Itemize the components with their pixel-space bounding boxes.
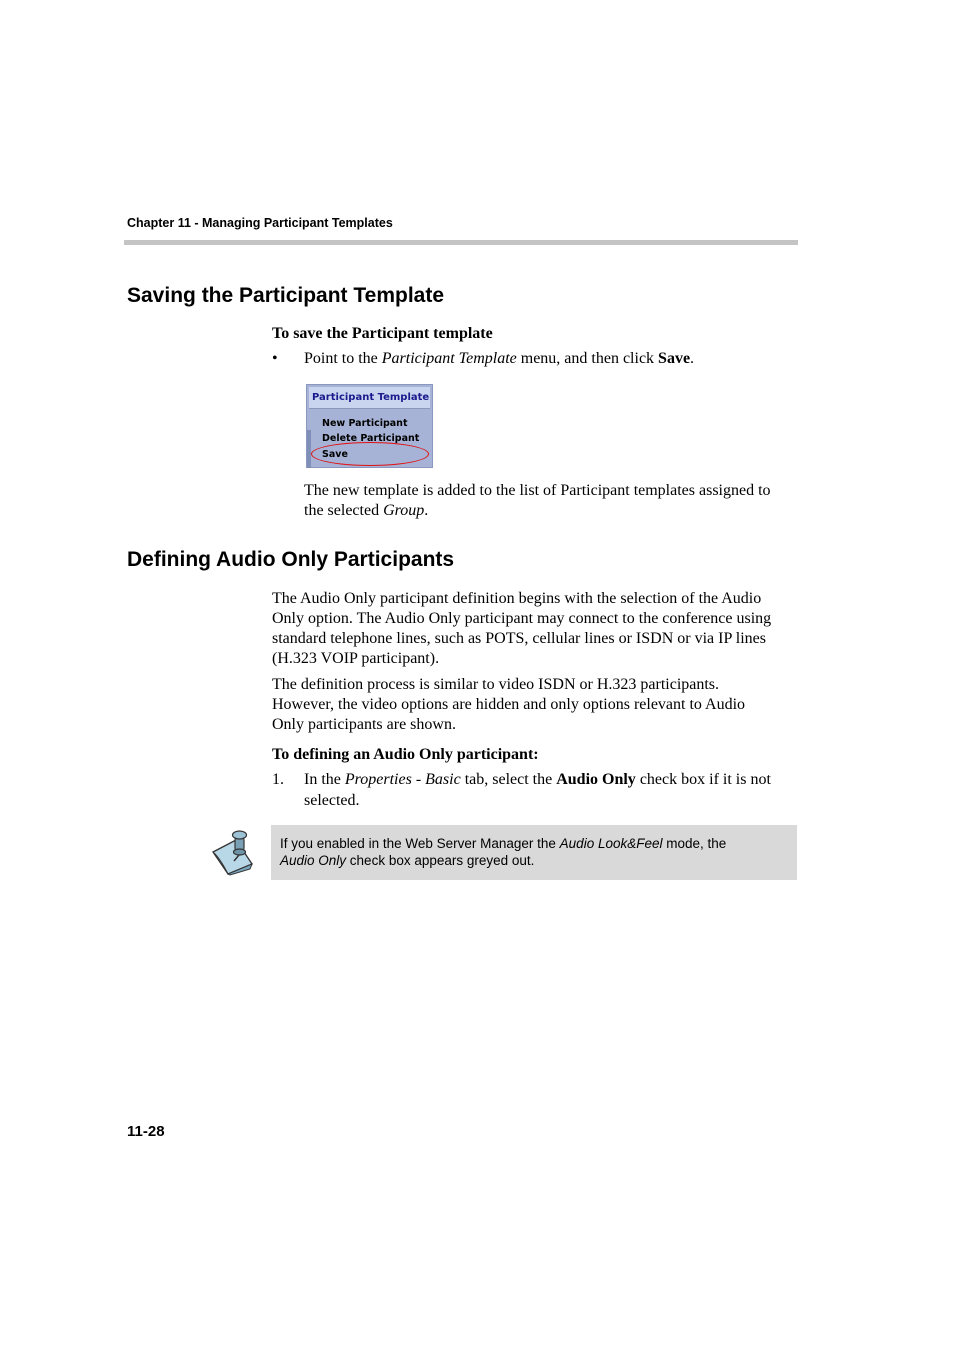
after-save-end: . [424,502,429,519]
save-step-action: Save [658,350,691,367]
after-save-group: Group [383,502,425,519]
chapter-header: Chapter 11 - Managing Participant Templates [127,216,393,230]
menu-title[interactable]: Participant Template [309,387,430,409]
save-step-end: . [690,350,695,367]
header-rule [124,240,798,245]
definition-line: Only participants are shown. [272,716,456,733]
menu-item-delete-participant[interactable]: Delete Participant [322,433,420,444]
section-title-saving: Saving the Participant Template [127,284,445,307]
definition-line: The definition process is similar to video ISDN or H.323 participants. [272,676,720,693]
note-checkbox-name: Audio Only [280,853,347,868]
note-pin-icon [210,828,256,876]
audio-step-line2: selected. [304,792,360,809]
save-step-prefix: Point to the [304,350,382,367]
note-line1-prefix: If you enabled in the Web Server Manager the [280,836,560,851]
note-line1 [280,835,790,852]
section-title-audio-only: Defining Audio Only Participants [127,548,455,571]
audio-intro-paragraph [272,589,771,669]
page-number: 11-28 [127,1123,165,1140]
save-step-mid: menu, and then click [516,350,659,367]
definition-process-paragraph [272,675,745,735]
menu-left-edge [307,430,311,468]
menu-item-new-participant[interactable]: New Participant [322,418,408,429]
audio-step-end: check box if it is not [635,771,771,788]
after-save-prefix: the selected [304,502,384,519]
definition-line: However, the video options are hidden and only options relevant to Audio [272,696,746,713]
audio-intro-line: The Audio Only participant definition begins with the selection of the Audio [272,590,762,607]
audio-step-line1 [304,770,771,790]
note-text [280,835,790,869]
highlight-circle [311,442,429,466]
audio-step-mid: tab, select the [460,771,557,788]
save-step [304,349,694,369]
note-mode-name: Audio Look&Feel [559,836,663,851]
step-number: 1. [272,771,284,788]
bullet: • [272,350,278,367]
note-line1-end: mode, the [662,836,727,851]
menu-item-save[interactable]: Save [322,449,348,460]
audio-intro-line: (H.323 VOIP participant). [272,650,440,667]
participant-template-menu-screenshot [306,384,433,468]
note-box [271,825,797,880]
audio-intro-line: standard telephone lines, such as POTS, cellular lines or ISDN or via IP lines [272,630,766,647]
audio-step-tab-name: Properties - Basic [344,771,461,788]
save-step-menu-name: Participant Template [381,350,517,367]
note-line2-end: check box appears greyed out. [346,853,535,868]
note-line2 [280,852,790,869]
procedure-title-save: To save the Participant template [272,325,493,342]
procedure-title-audio: To defining an Audio Only participant: [272,746,539,763]
audio-step-prefix: In the [304,771,345,788]
audio-intro-line: Only option. The Audio Only participant may connect to the conference using [272,610,772,627]
after-save-line2 [304,501,428,521]
audio-step-checkbox-name: Audio Only [556,771,636,788]
after-save-line1: The new template is added to the list of Participant templates assigned to [304,482,771,499]
